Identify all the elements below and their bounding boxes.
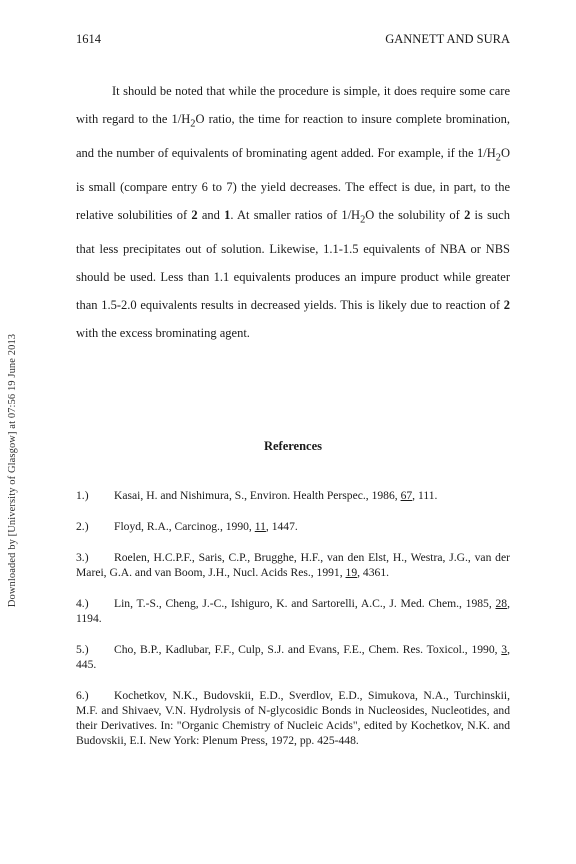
subscript-text: 2 [190,118,196,130]
page-header [76,32,510,47]
text-run: Lin, T.-S., Cheng, J.-C., Ishiguro, K. and Sartorelli, A.C., J. Med. Chem., 1985, [114,597,496,611]
subscript-text: 2 [360,214,366,226]
text-run: , 4361. [357,566,390,580]
volume-number: 67 [400,489,413,503]
volume-number: 3 [501,643,508,657]
text-run: Kochetkov, N.K., Budovskii, E.D., Sverdlov, E.D., Simukova, N.A., Turchinskii, M.F. and Shivaev, V.N. Hydrolysis of N-glycosidic Bonds in Nucleosides, Nucleotides, and their Derivatives. In: "Organic Chemistry of Nucleic Acids", edited by Kochetkov, N.K. and Budovskii, E.I. New York: Plenum Press, 1972, pp. 425-448. [76,689,510,748]
text-run: O the solubility of [365,207,465,222]
text-run: , 111. [412,489,438,503]
body-paragraph [76,77,510,347]
text-run: Roelen, H.C.P.F., Saris, C.P., Brugghe, H.F., van den Elst, H., Westra, J.G., van der Marei, G.A. and van Boom, J.H., Nucl. Acids Res., 1991, [76,551,510,580]
text-run: and [197,207,225,222]
reference-number: 6.) [76,689,89,703]
text-run: O is small (compare entry 6 to 7) the yield decreases. The effect is due, in part, to the relative solubilities of [76,145,510,222]
reference-number: 5.) [76,643,89,657]
text-run: It should be noted that while the procedure is simple, it does require some care with regard to the 1/H [76,84,510,127]
page [76,32,510,764]
download-watermark [4,270,22,670]
text-run: , 1447. [265,520,298,534]
compound-number: 2 [464,207,471,222]
download-watermark-text: Downloaded by [University of Glasgow] at 07:56 19 June 2013 [7,333,19,607]
reference-item [76,488,510,503]
text-run: Kasai, H. and Nishimura, S., Environ. Health Perspec., 1986, [114,489,401,503]
compound-number: 2 [191,207,198,222]
reference-number: 1.) [76,489,89,503]
text-run: Cho, B.P., Kadlubar, F.F., Culp, S.J. and Evans, F.E., Chem. Res. Toxicol., 1990, [114,643,502,657]
page-number: 1614 [76,32,101,46]
reference-item [76,688,510,748]
reference-item [76,642,510,672]
volume-number: 11 [254,520,266,534]
reference-number: 2.) [76,520,89,534]
subscript-text: 2 [495,152,501,164]
body-paragraph-text [76,77,510,347]
text-run: , 1194. [76,597,510,626]
running-head: GANNETT AND SURA [385,32,510,46]
reference-item [76,519,510,534]
text-run: O ratio, the time for reaction to insure complete bromination, and the number of equivalents of brominating agent added. For example, if the 1/H [76,112,510,160]
reference-number: 4.) [76,597,89,611]
references-heading: References [263,439,323,454]
text-run: , 445. [76,643,510,672]
text-run: . At smaller ratios of 1/H [230,207,361,222]
reference-number: 3.) [76,551,89,565]
text-run: Floyd, R.A., Carcinog., 1990, [114,520,255,534]
volume-number: 19 [345,566,358,580]
compound-number: 2 [503,297,510,312]
compound-number: 1 [224,207,231,222]
references-list [76,488,510,748]
reference-item [76,550,510,580]
text-run: is such that less precipitates out of solution. Likewise, 1.1-1.5 equivalents of NBA or NBS should be used. Less than 1.1 equivalents produces an impure product while greater than 1.5-2.0 equivalents results in decreased yields. This is likely due to reaction of [76,207,510,312]
text-run: with the excess brominating agent. [76,326,250,341]
reference-item [76,596,510,626]
volume-number: 28 [495,597,508,611]
